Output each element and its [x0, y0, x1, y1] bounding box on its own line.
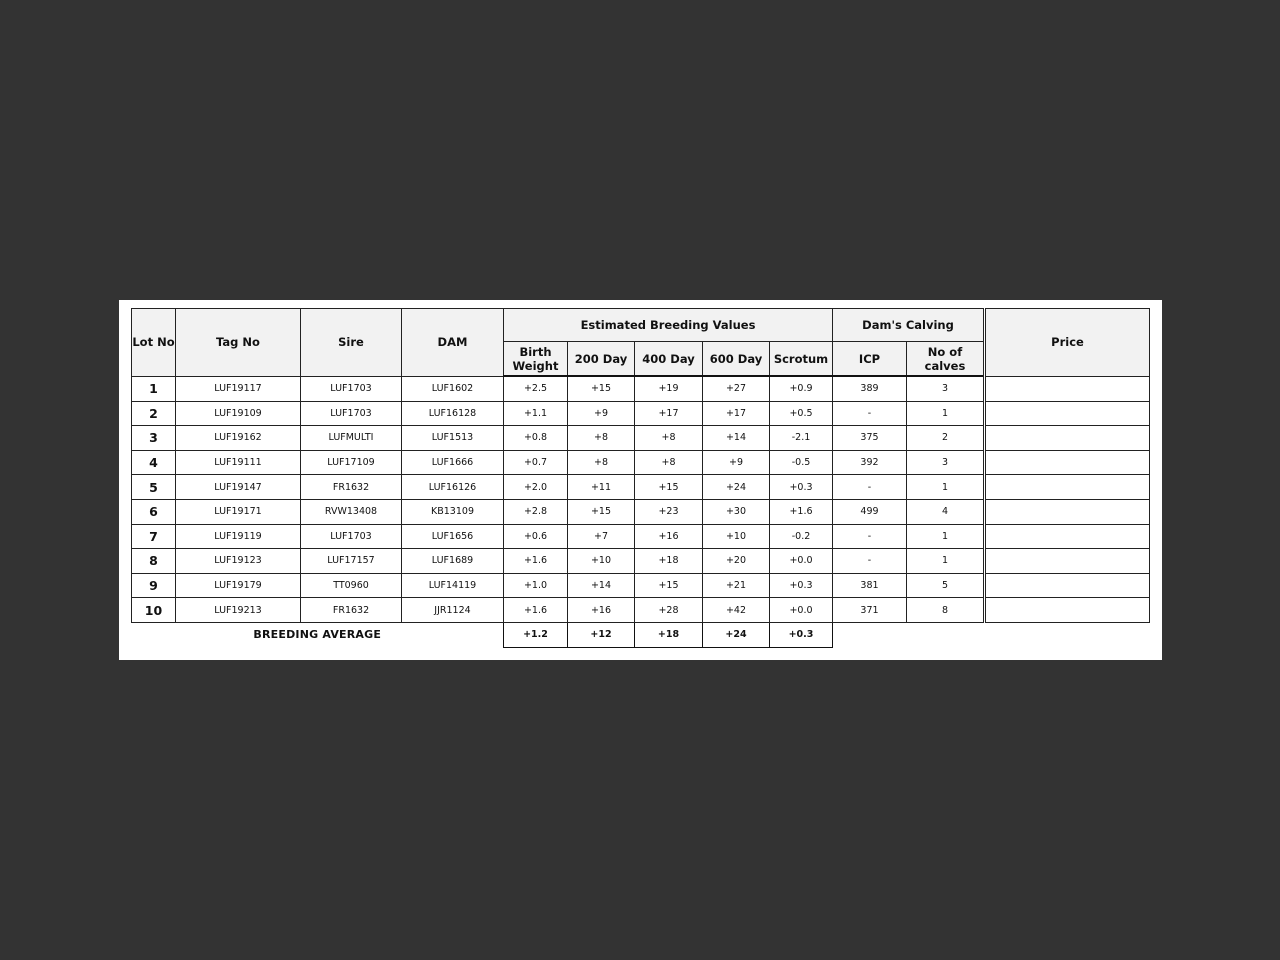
birth-weight-cell: +2.0	[504, 475, 568, 500]
breeding-average-label: BREEDING AVERAGE	[253, 628, 382, 642]
day-200-cell: +11	[568, 475, 635, 500]
sire-cell: LUF17109	[301, 450, 402, 475]
day-400-cell: +18	[635, 549, 703, 574]
lot-no-cell: 3	[132, 426, 176, 451]
header-estimated-breeding-values: Estimated Breeding Values	[504, 309, 833, 342]
icp-cell: -	[833, 475, 907, 500]
header-no-of-calves: No of calves	[907, 342, 985, 377]
birth-weight-cell: +1.6	[504, 549, 568, 574]
average-200-day: +12	[568, 622, 635, 647]
day-200-cell: +10	[568, 549, 635, 574]
table-row	[132, 549, 1150, 574]
tag-no-cell: LUF19171	[176, 499, 301, 524]
day-600-cell: +42	[703, 598, 770, 623]
dam-cell: LUF1602	[402, 376, 504, 401]
no-of-calves-cell: 5	[907, 573, 985, 598]
icp-cell: 371	[833, 598, 907, 623]
table-row	[132, 475, 1150, 500]
header-dam: DAM	[402, 309, 504, 377]
birth-weight-cell: +1.1	[504, 401, 568, 426]
day-200-cell: +9	[568, 401, 635, 426]
table-body	[132, 376, 1150, 622]
no-of-calves-cell: 1	[907, 524, 985, 549]
birth-weight-cell: +2.5	[504, 376, 568, 401]
day-200-cell: +15	[568, 499, 635, 524]
sire-cell: TT0960	[301, 573, 402, 598]
scrotum-cell: +0.9	[770, 376, 833, 401]
scrotum-cell: +0.5	[770, 401, 833, 426]
table-row	[132, 401, 1150, 426]
price-cell	[985, 475, 1150, 500]
day-600-cell: +20	[703, 549, 770, 574]
tag-no-cell: LUF19179	[176, 573, 301, 598]
header-600-day: 600 Day	[703, 342, 770, 377]
scrotum-cell: +0.0	[770, 598, 833, 623]
header-birth-weight: Birth Weight	[504, 342, 568, 377]
day-200-cell: +7	[568, 524, 635, 549]
scrotum-cell: -2.1	[770, 426, 833, 451]
dam-cell: LUF1656	[402, 524, 504, 549]
lot-no-cell: 5	[132, 475, 176, 500]
scrotum-cell: +0.3	[770, 573, 833, 598]
price-cell	[985, 376, 1150, 401]
no-of-calves-cell: 1	[907, 475, 985, 500]
tag-no-cell: LUF19147	[176, 475, 301, 500]
header-price: Price	[985, 309, 1150, 377]
lot-no-cell: 10	[132, 598, 176, 623]
price-cell	[985, 499, 1150, 524]
icp-cell: 389	[833, 376, 907, 401]
dam-cell: LUF1666	[402, 450, 504, 475]
price-cell	[985, 426, 1150, 451]
tag-no-cell: LUF19119	[176, 524, 301, 549]
tag-no-cell: LUF19162	[176, 426, 301, 451]
tag-no-cell: LUF19213	[176, 598, 301, 623]
day-600-cell: +24	[703, 475, 770, 500]
scrotum-cell: -0.2	[770, 524, 833, 549]
dam-cell: KB13109	[402, 499, 504, 524]
icp-cell: 392	[833, 450, 907, 475]
price-cell	[985, 524, 1150, 549]
tag-no-cell: LUF19123	[176, 549, 301, 574]
day-200-cell: +8	[568, 426, 635, 451]
average-scrotum: +0.3	[770, 622, 833, 647]
sire-cell: FR1632	[301, 475, 402, 500]
average-400-day: +18	[635, 622, 703, 647]
lot-no-cell: 9	[132, 573, 176, 598]
header-200-day: 200 Day	[568, 342, 635, 377]
table-row	[132, 499, 1150, 524]
day-200-cell: +16	[568, 598, 635, 623]
scrotum-cell: +1.6	[770, 499, 833, 524]
birth-weight-cell: +2.8	[504, 499, 568, 524]
lot-no-cell: 2	[132, 401, 176, 426]
header-sire: Sire	[301, 309, 402, 377]
price-cell	[985, 598, 1150, 623]
sire-cell: LUF1703	[301, 401, 402, 426]
lot-no-cell: 4	[132, 450, 176, 475]
day-600-cell: +14	[703, 426, 770, 451]
day-400-cell: +28	[635, 598, 703, 623]
day-400-cell: +8	[635, 426, 703, 451]
icp-cell: -	[833, 524, 907, 549]
birth-weight-cell: +1.6	[504, 598, 568, 623]
day-400-cell: +17	[635, 401, 703, 426]
price-cell	[985, 401, 1150, 426]
sire-cell: LUF1703	[301, 524, 402, 549]
day-200-cell: +15	[568, 376, 635, 401]
day-400-cell: +16	[635, 524, 703, 549]
day-600-cell: +17	[703, 401, 770, 426]
tag-no-cell: LUF19117	[176, 376, 301, 401]
sire-cell: RVW13408	[301, 499, 402, 524]
scrotum-cell: +0.0	[770, 549, 833, 574]
day-400-cell: +15	[635, 573, 703, 598]
day-600-cell: +30	[703, 499, 770, 524]
breeding-values-table	[131, 308, 1150, 648]
birth-weight-cell: +0.7	[504, 450, 568, 475]
day-600-cell: +10	[703, 524, 770, 549]
header-lot-no: Lot No	[132, 309, 176, 377]
icp-cell: 381	[833, 573, 907, 598]
price-cell	[985, 573, 1150, 598]
birth-weight-cell: +1.0	[504, 573, 568, 598]
price-cell	[985, 549, 1150, 574]
icp-cell: 375	[833, 426, 907, 451]
no-of-calves-cell: 8	[907, 598, 985, 623]
table-row	[132, 426, 1150, 451]
birth-weight-cell: +0.8	[504, 426, 568, 451]
header-tag-no: Tag No	[176, 309, 301, 377]
header-icp: ICP	[833, 342, 907, 377]
day-600-cell: +21	[703, 573, 770, 598]
icp-cell: -	[833, 549, 907, 574]
average-600-day: +24	[703, 622, 770, 647]
dam-cell: JJR1124	[402, 598, 504, 623]
lot-no-cell: 6	[132, 499, 176, 524]
sire-cell: LUF1703	[301, 376, 402, 401]
sire-cell: LUFMULTI	[301, 426, 402, 451]
header-dams-calving: Dam's Calving	[833, 309, 985, 342]
price-cell	[985, 450, 1150, 475]
table-row	[132, 450, 1150, 475]
dam-cell: LUF1513	[402, 426, 504, 451]
average-birth-weight: +1.2	[504, 622, 568, 647]
header-400-day: 400 Day	[635, 342, 703, 377]
tag-no-cell: LUF19109	[176, 401, 301, 426]
day-200-cell: +14	[568, 573, 635, 598]
lot-no-cell: 8	[132, 549, 176, 574]
header-scrotum: Scrotum	[770, 342, 833, 377]
no-of-calves-cell: 2	[907, 426, 985, 451]
scrotum-cell: -0.5	[770, 450, 833, 475]
day-400-cell: +23	[635, 499, 703, 524]
day-400-cell: +19	[635, 376, 703, 401]
icp-cell: -	[833, 401, 907, 426]
lot-no-cell: 7	[132, 524, 176, 549]
scrotum-cell: +0.3	[770, 475, 833, 500]
table-row	[132, 376, 1150, 401]
table-header	[132, 309, 1150, 377]
document-sheet	[119, 300, 1162, 660]
lot-no-cell: 1	[132, 376, 176, 401]
day-200-cell: +8	[568, 450, 635, 475]
dam-cell: LUF1689	[402, 549, 504, 574]
dam-cell: LUF14119	[402, 573, 504, 598]
day-400-cell: +8	[635, 450, 703, 475]
table-row	[132, 598, 1150, 623]
icp-cell: 499	[833, 499, 907, 524]
no-of-calves-cell: 1	[907, 401, 985, 426]
day-400-cell: +15	[635, 475, 703, 500]
no-of-calves-cell: 3	[907, 450, 985, 475]
no-of-calves-cell: 1	[907, 549, 985, 574]
dam-cell: LUF16126	[402, 475, 504, 500]
sire-cell: LUF17157	[301, 549, 402, 574]
sire-cell: FR1632	[301, 598, 402, 623]
table-row	[132, 573, 1150, 598]
no-of-calves-cell: 3	[907, 376, 985, 401]
table-row	[132, 524, 1150, 549]
no-of-calves-cell: 4	[907, 499, 985, 524]
birth-weight-cell: +0.6	[504, 524, 568, 549]
dam-cell: LUF16128	[402, 401, 504, 426]
day-600-cell: +27	[703, 376, 770, 401]
tag-no-cell: LUF19111	[176, 450, 301, 475]
day-600-cell: +9	[703, 450, 770, 475]
breeding-average-row	[132, 622, 1150, 647]
